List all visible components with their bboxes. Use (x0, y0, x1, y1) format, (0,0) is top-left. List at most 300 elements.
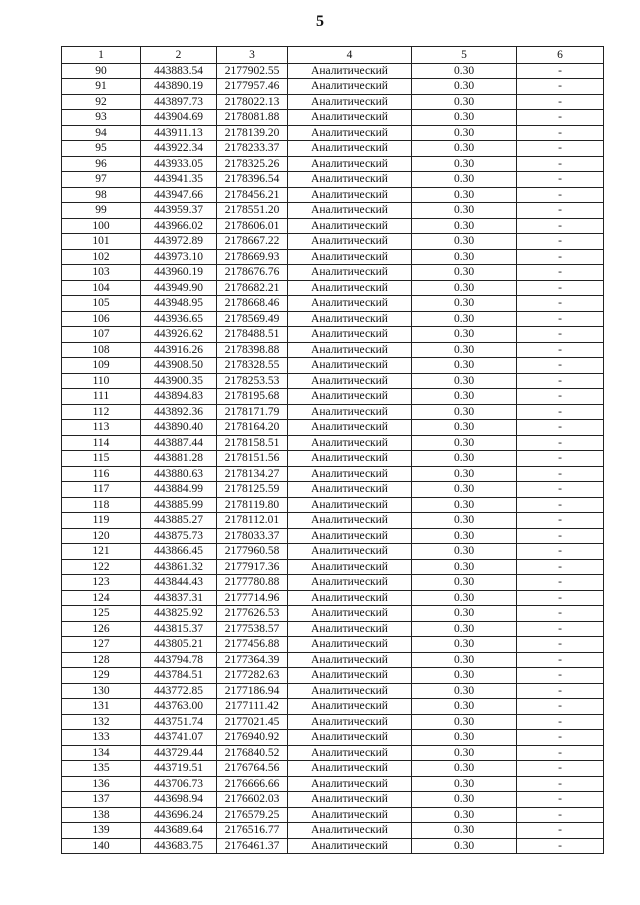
x-coordinate-cell: 443941.35 (141, 172, 217, 188)
accuracy-cell: 0.30 (412, 699, 517, 715)
accuracy-cell: 0.30 (412, 187, 517, 203)
x-coordinate-cell: 443922.34 (141, 141, 217, 157)
page-number: 5 (316, 13, 324, 30)
accuracy-cell: 0.30 (412, 807, 517, 823)
y-coordinate-cell: 2177186.94 (217, 683, 288, 699)
method-cell: Аналитический (288, 466, 412, 482)
method-cell: Аналитический (288, 637, 412, 653)
x-coordinate-cell: 443751.74 (141, 714, 217, 730)
table-body (62, 63, 604, 854)
x-coordinate-cell: 443719.51 (141, 761, 217, 777)
remark-cell: - (517, 296, 604, 312)
x-coordinate-cell: 443890.19 (141, 79, 217, 95)
accuracy-cell: 0.30 (412, 280, 517, 296)
y-coordinate-cell: 2177626.53 (217, 606, 288, 622)
x-coordinate-cell: 443885.99 (141, 497, 217, 513)
x-coordinate-cell: 443861.32 (141, 559, 217, 575)
remark-cell: - (517, 482, 604, 498)
accuracy-cell: 0.30 (412, 79, 517, 95)
table-row (62, 575, 604, 591)
remark-cell: - (517, 218, 604, 234)
remark-cell: - (517, 528, 604, 544)
remark-cell: - (517, 699, 604, 715)
table-row (62, 838, 604, 854)
y-coordinate-cell: 2178325.26 (217, 156, 288, 172)
method-cell: Аналитический (288, 683, 412, 699)
point-number-cell: 95 (62, 141, 141, 157)
remark-cell: - (517, 575, 604, 591)
table-row (62, 110, 604, 126)
accuracy-cell: 0.30 (412, 141, 517, 157)
accuracy-cell: 0.30 (412, 590, 517, 606)
accuracy-cell: 0.30 (412, 125, 517, 141)
point-number-cell: 105 (62, 296, 141, 312)
y-coordinate-cell: 2177538.57 (217, 621, 288, 637)
point-number-cell: 118 (62, 497, 141, 513)
x-coordinate-cell: 443916.26 (141, 342, 217, 358)
point-number-cell: 125 (62, 606, 141, 622)
table-row (62, 280, 604, 296)
remark-cell: - (517, 761, 604, 777)
table-row (62, 373, 604, 389)
point-number-cell: 137 (62, 792, 141, 808)
x-coordinate-cell: 443683.75 (141, 838, 217, 854)
x-coordinate-cell: 443949.90 (141, 280, 217, 296)
accuracy-cell: 0.30 (412, 544, 517, 560)
method-cell: Аналитический (288, 358, 412, 374)
x-coordinate-cell: 443885.27 (141, 513, 217, 529)
y-coordinate-cell: 2177111.42 (217, 699, 288, 715)
accuracy-cell: 0.30 (412, 575, 517, 591)
table-row (62, 668, 604, 684)
table-row (62, 466, 604, 482)
method-cell: Аналитический (288, 265, 412, 281)
table-row (62, 745, 604, 761)
x-coordinate-cell: 443966.02 (141, 218, 217, 234)
y-coordinate-cell: 2178125.59 (217, 482, 288, 498)
remark-cell: - (517, 172, 604, 188)
table-row (62, 296, 604, 312)
accuracy-cell: 0.30 (412, 63, 517, 79)
remark-cell: - (517, 792, 604, 808)
method-cell: Аналитический (288, 807, 412, 823)
x-coordinate-cell: 443948.95 (141, 296, 217, 312)
point-number-cell: 117 (62, 482, 141, 498)
table-row (62, 606, 604, 622)
accuracy-cell: 0.30 (412, 776, 517, 792)
point-number-cell: 132 (62, 714, 141, 730)
y-coordinate-cell: 2176764.56 (217, 761, 288, 777)
point-number-cell: 92 (62, 94, 141, 110)
method-cell: Аналитический (288, 668, 412, 684)
method-cell: Аналитический (288, 156, 412, 172)
table-row (62, 528, 604, 544)
x-coordinate-cell: 443729.44 (141, 745, 217, 761)
method-cell: Аналитический (288, 606, 412, 622)
remark-cell: - (517, 683, 604, 699)
table-row (62, 63, 604, 79)
x-coordinate-cell: 443881.28 (141, 451, 217, 467)
remark-cell: - (517, 125, 604, 141)
x-coordinate-cell: 443973.10 (141, 249, 217, 265)
x-coordinate-cell: 443880.63 (141, 466, 217, 482)
remark-cell: - (517, 94, 604, 110)
point-number-cell: 121 (62, 544, 141, 560)
accuracy-cell: 0.30 (412, 156, 517, 172)
accuracy-cell: 0.30 (412, 94, 517, 110)
accuracy-cell: 0.30 (412, 637, 517, 653)
remark-cell: - (517, 668, 604, 684)
table-row (62, 79, 604, 95)
remark-cell: - (517, 373, 604, 389)
accuracy-cell: 0.30 (412, 373, 517, 389)
point-number-cell: 138 (62, 807, 141, 823)
x-coordinate-cell: 443741.07 (141, 730, 217, 746)
method-cell: Аналитический (288, 513, 412, 529)
point-number-cell: 128 (62, 652, 141, 668)
remark-cell: - (517, 606, 604, 622)
coordinates-table (61, 46, 604, 854)
x-coordinate-cell: 443926.62 (141, 327, 217, 343)
remark-cell: - (517, 590, 604, 606)
x-coordinate-cell: 443911.13 (141, 125, 217, 141)
remark-cell: - (517, 203, 604, 219)
accuracy-cell: 0.30 (412, 172, 517, 188)
y-coordinate-cell: 2177456.88 (217, 637, 288, 653)
remark-cell: - (517, 389, 604, 405)
y-coordinate-cell: 2178134.27 (217, 466, 288, 482)
method-cell: Аналитический (288, 761, 412, 777)
x-coordinate-cell: 443689.64 (141, 823, 217, 839)
y-coordinate-cell: 2177282.63 (217, 668, 288, 684)
y-coordinate-cell: 2178158.51 (217, 435, 288, 451)
table-header-row (62, 47, 604, 64)
y-coordinate-cell: 2176840.52 (217, 745, 288, 761)
remark-cell: - (517, 358, 604, 374)
point-number-cell: 129 (62, 668, 141, 684)
x-coordinate-cell: 443763.00 (141, 699, 217, 715)
accuracy-cell: 0.30 (412, 311, 517, 327)
method-cell: Аналитический (288, 451, 412, 467)
x-coordinate-cell: 443933.05 (141, 156, 217, 172)
remark-cell: - (517, 652, 604, 668)
table-row (62, 234, 604, 250)
method-cell: Аналитический (288, 373, 412, 389)
point-number-cell: 98 (62, 187, 141, 203)
point-number-cell: 115 (62, 451, 141, 467)
method-cell: Аналитический (288, 63, 412, 79)
point-number-cell: 114 (62, 435, 141, 451)
x-coordinate-cell: 443892.36 (141, 404, 217, 420)
y-coordinate-cell: 2178682.21 (217, 280, 288, 296)
accuracy-cell: 0.30 (412, 234, 517, 250)
remark-cell: - (517, 63, 604, 79)
y-coordinate-cell: 2178081.88 (217, 110, 288, 126)
x-coordinate-cell: 443883.54 (141, 63, 217, 79)
y-coordinate-cell: 2178171.79 (217, 404, 288, 420)
remark-cell: - (517, 187, 604, 203)
x-coordinate-cell: 443772.85 (141, 683, 217, 699)
table-row (62, 311, 604, 327)
table-row (62, 187, 604, 203)
y-coordinate-cell: 2176516.77 (217, 823, 288, 839)
point-number-cell: 134 (62, 745, 141, 761)
point-number-cell: 112 (62, 404, 141, 420)
remark-cell: - (517, 404, 604, 420)
accuracy-cell: 0.30 (412, 420, 517, 436)
accuracy-cell: 0.30 (412, 265, 517, 281)
y-coordinate-cell: 2177714.96 (217, 590, 288, 606)
remark-cell: - (517, 637, 604, 653)
point-number-cell: 119 (62, 513, 141, 529)
x-coordinate-cell: 443904.69 (141, 110, 217, 126)
remark-cell: - (517, 466, 604, 482)
method-cell: Аналитический (288, 234, 412, 250)
x-coordinate-cell: 443698.94 (141, 792, 217, 808)
method-cell: Аналитический (288, 838, 412, 854)
method-cell: Аналитический (288, 652, 412, 668)
table-row (62, 404, 604, 420)
remark-cell: - (517, 544, 604, 560)
y-coordinate-cell: 2176666.66 (217, 776, 288, 792)
accuracy-cell: 0.30 (412, 466, 517, 482)
y-coordinate-cell: 2177021.45 (217, 714, 288, 730)
point-number-cell: 135 (62, 761, 141, 777)
remark-cell: - (517, 249, 604, 265)
x-coordinate-cell: 443696.24 (141, 807, 217, 823)
y-coordinate-cell: 2178022.13 (217, 94, 288, 110)
x-coordinate-cell: 443884.99 (141, 482, 217, 498)
table-row (62, 249, 604, 265)
table-row (62, 482, 604, 498)
y-coordinate-cell: 2177957.46 (217, 79, 288, 95)
method-cell: Аналитический (288, 823, 412, 839)
column-header-4: 4 (288, 47, 412, 64)
remark-cell: - (517, 280, 604, 296)
table-row (62, 513, 604, 529)
point-number-cell: 93 (62, 110, 141, 126)
remark-cell: - (517, 110, 604, 126)
accuracy-cell: 0.30 (412, 218, 517, 234)
y-coordinate-cell: 2177917.36 (217, 559, 288, 575)
column-header-3: 3 (217, 47, 288, 64)
table-row (62, 776, 604, 792)
point-number-cell: 127 (62, 637, 141, 653)
point-number-cell: 122 (62, 559, 141, 575)
method-cell: Аналитический (288, 730, 412, 746)
method-cell: Аналитический (288, 714, 412, 730)
x-coordinate-cell: 443875.73 (141, 528, 217, 544)
method-cell: Аналитический (288, 203, 412, 219)
point-number-cell: 107 (62, 327, 141, 343)
method-cell: Аналитический (288, 590, 412, 606)
table-row (62, 327, 604, 343)
accuracy-cell: 0.30 (412, 528, 517, 544)
x-coordinate-cell: 443972.89 (141, 234, 217, 250)
table-row (62, 730, 604, 746)
y-coordinate-cell: 2178396.54 (217, 172, 288, 188)
point-number-cell: 103 (62, 265, 141, 281)
accuracy-cell: 0.30 (412, 249, 517, 265)
y-coordinate-cell: 2178606.01 (217, 218, 288, 234)
method-cell: Аналитический (288, 389, 412, 405)
x-coordinate-cell: 443890.40 (141, 420, 217, 436)
point-number-cell: 133 (62, 730, 141, 746)
method-cell: Аналитический (288, 699, 412, 715)
point-number-cell: 123 (62, 575, 141, 591)
point-number-cell: 111 (62, 389, 141, 405)
point-number-cell: 91 (62, 79, 141, 95)
table-row (62, 792, 604, 808)
x-coordinate-cell: 443844.43 (141, 575, 217, 591)
table-row (62, 451, 604, 467)
column-header-1: 1 (62, 47, 141, 64)
accuracy-cell: 0.30 (412, 435, 517, 451)
y-coordinate-cell: 2178398.88 (217, 342, 288, 358)
method-cell: Аналитический (288, 141, 412, 157)
remark-cell: - (517, 497, 604, 513)
method-cell: Аналитический (288, 544, 412, 560)
table-row (62, 218, 604, 234)
remark-cell: - (517, 311, 604, 327)
remark-cell: - (517, 730, 604, 746)
method-cell: Аналитический (288, 497, 412, 513)
table-row (62, 203, 604, 219)
column-header-5: 5 (412, 47, 517, 64)
method-cell: Аналитический (288, 311, 412, 327)
point-number-cell: 131 (62, 699, 141, 715)
method-cell: Аналитический (288, 575, 412, 591)
accuracy-cell: 0.30 (412, 683, 517, 699)
remark-cell: - (517, 807, 604, 823)
y-coordinate-cell: 2177902.55 (217, 63, 288, 79)
table-row (62, 621, 604, 637)
accuracy-cell: 0.30 (412, 203, 517, 219)
y-coordinate-cell: 2178195.68 (217, 389, 288, 405)
method-cell: Аналитический (288, 172, 412, 188)
table-row (62, 699, 604, 715)
accuracy-cell: 0.30 (412, 358, 517, 374)
table-row (62, 420, 604, 436)
table-row (62, 435, 604, 451)
point-number-cell: 104 (62, 280, 141, 296)
y-coordinate-cell: 2178551.20 (217, 203, 288, 219)
method-cell: Аналитический (288, 528, 412, 544)
remark-cell: - (517, 838, 604, 854)
point-number-cell: 109 (62, 358, 141, 374)
remark-cell: - (517, 776, 604, 792)
remark-cell: - (517, 745, 604, 761)
method-cell: Аналитический (288, 435, 412, 451)
y-coordinate-cell: 2176602.03 (217, 792, 288, 808)
point-number-cell: 124 (62, 590, 141, 606)
accuracy-cell: 0.30 (412, 482, 517, 498)
y-coordinate-cell: 2176579.25 (217, 807, 288, 823)
y-coordinate-cell: 2176940.92 (217, 730, 288, 746)
method-cell: Аналитический (288, 776, 412, 792)
y-coordinate-cell: 2178669.93 (217, 249, 288, 265)
table-row (62, 342, 604, 358)
table-row (62, 497, 604, 513)
table-row (62, 714, 604, 730)
method-cell: Аналитический (288, 420, 412, 436)
table-row (62, 156, 604, 172)
y-coordinate-cell: 2178119.80 (217, 497, 288, 513)
point-number-cell: 126 (62, 621, 141, 637)
y-coordinate-cell: 2178164.20 (217, 420, 288, 436)
method-cell: Аналитический (288, 79, 412, 95)
table-row (62, 807, 604, 823)
method-cell: Аналитический (288, 296, 412, 312)
remark-cell: - (517, 823, 604, 839)
x-coordinate-cell: 443960.19 (141, 265, 217, 281)
table-row (62, 637, 604, 653)
accuracy-cell: 0.30 (412, 621, 517, 637)
method-cell: Аналитический (288, 94, 412, 110)
table-row (62, 559, 604, 575)
y-coordinate-cell: 2178676.76 (217, 265, 288, 281)
remark-cell: - (517, 559, 604, 575)
x-coordinate-cell: 443866.45 (141, 544, 217, 560)
point-number-cell: 139 (62, 823, 141, 839)
accuracy-cell: 0.30 (412, 823, 517, 839)
method-cell: Аналитический (288, 218, 412, 234)
point-number-cell: 90 (62, 63, 141, 79)
accuracy-cell: 0.30 (412, 497, 517, 513)
y-coordinate-cell: 2178112.01 (217, 513, 288, 529)
point-number-cell: 106 (62, 311, 141, 327)
table-row (62, 761, 604, 777)
x-coordinate-cell: 443794.78 (141, 652, 217, 668)
y-coordinate-cell: 2178233.37 (217, 141, 288, 157)
point-number-cell: 102 (62, 249, 141, 265)
column-header-2: 2 (141, 47, 217, 64)
method-cell: Аналитический (288, 187, 412, 203)
remark-cell: - (517, 714, 604, 730)
y-coordinate-cell: 2177960.58 (217, 544, 288, 560)
y-coordinate-cell: 2178668.46 (217, 296, 288, 312)
remark-cell: - (517, 265, 604, 281)
accuracy-cell: 0.30 (412, 342, 517, 358)
x-coordinate-cell: 443900.35 (141, 373, 217, 389)
y-coordinate-cell: 2178151.56 (217, 451, 288, 467)
x-coordinate-cell: 443825.92 (141, 606, 217, 622)
point-number-cell: 94 (62, 125, 141, 141)
remark-cell: - (517, 435, 604, 451)
remark-cell: - (517, 327, 604, 343)
table-row (62, 141, 604, 157)
accuracy-cell: 0.30 (412, 714, 517, 730)
accuracy-cell: 0.30 (412, 730, 517, 746)
point-number-cell: 101 (62, 234, 141, 250)
accuracy-cell: 0.30 (412, 296, 517, 312)
x-coordinate-cell: 443837.31 (141, 590, 217, 606)
method-cell: Аналитический (288, 792, 412, 808)
x-coordinate-cell: 443887.44 (141, 435, 217, 451)
x-coordinate-cell: 443805.21 (141, 637, 217, 653)
accuracy-cell: 0.30 (412, 792, 517, 808)
table-row (62, 265, 604, 281)
accuracy-cell: 0.30 (412, 110, 517, 126)
table-row (62, 590, 604, 606)
x-coordinate-cell: 443908.50 (141, 358, 217, 374)
point-number-cell: 110 (62, 373, 141, 389)
point-number-cell: 99 (62, 203, 141, 219)
x-coordinate-cell: 443894.83 (141, 389, 217, 405)
accuracy-cell: 0.30 (412, 559, 517, 575)
method-cell: Аналитический (288, 745, 412, 761)
y-coordinate-cell: 2177780.88 (217, 575, 288, 591)
